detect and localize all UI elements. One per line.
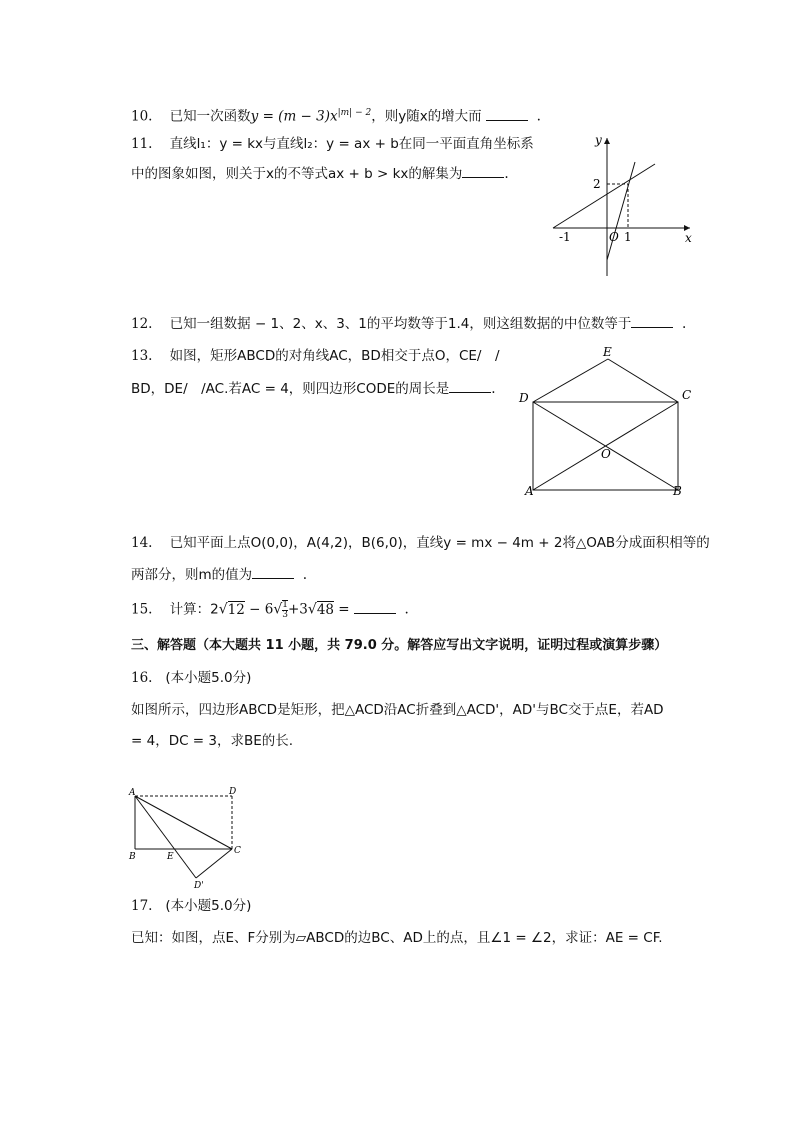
q15-radicand-1: 12 <box>227 601 245 618</box>
q13-line-1 <box>131 347 500 365</box>
q15-line: 15. 计算：2√12 − 6√ $\frac{1}{3}$ +3√48 = . <box>131 600 409 620</box>
q15-end: . <box>404 601 409 618</box>
q11-text-2: 中的图象如图，则关于x的不等式ax + b > kx的解集为 <box>131 166 463 182</box>
q16-fold-figure <box>125 783 250 891</box>
q10-expr: y = (m − 3)x <box>250 108 338 125</box>
q11-coordinate-figure <box>545 128 700 280</box>
q16-number: 16. <box>131 670 153 686</box>
q10-text-b: ，则y随x的增大而 <box>371 108 482 125</box>
q12-end: . <box>681 316 687 332</box>
q12-line <box>131 315 686 333</box>
q10-text-a: 已知一次函数 <box>169 108 251 125</box>
q13-end: . <box>491 381 496 397</box>
q15-number: 15. <box>131 601 153 618</box>
q17-header <box>131 897 251 915</box>
q13-label-E: E <box>603 345 612 359</box>
q17-score: (本小题5.0分) <box>165 898 252 914</box>
q13-label-D: D <box>519 391 529 405</box>
q15-text-a: 计算：2 <box>169 601 219 618</box>
q14-text-2: 两部分，则m的值为 <box>131 567 253 583</box>
q16-label-E: E <box>167 852 174 862</box>
q16-text-1: 如图所示，四边形ABCD是矩形，把△ACD沿AC折叠到△ACD'，AD'与BC交于点E，若AD <box>131 702 664 718</box>
q16-label-C: C <box>234 846 241 856</box>
q14-end: . <box>302 567 308 583</box>
q12-text: 已知一组数据 − 1、2、x、3、1的平均数等于1.4，则这组数据的中位数等于 <box>169 316 632 332</box>
q11-label-neg1: -1 <box>559 230 571 244</box>
section-3-heading: 三、解答题（本大题共 11 小题，共 79.0 分。解答应写出文字说明，证明过程或演算步骤） <box>131 638 668 653</box>
q14-number: 14. <box>131 535 153 551</box>
q15-text-c: +3 <box>288 601 308 618</box>
q13-answer-blank[interactable] <box>449 380 491 393</box>
q13-label-B: B <box>673 484 682 498</box>
q17-number: 17. <box>131 898 153 914</box>
q13-text-2: BD，DE/ /AC.若AC = 4，则四边形CODE的周长是 <box>131 381 450 397</box>
q10-number: 10. <box>131 108 153 125</box>
q10-exponent: |m| − 2 <box>337 108 372 118</box>
q14-line-2 <box>131 566 307 584</box>
q13-line-2 <box>131 380 496 398</box>
q16-score: (本小题5.0分) <box>165 670 252 686</box>
q11-answer-blank[interactable] <box>462 165 504 178</box>
q13-label-O: O <box>601 447 611 461</box>
q13-number: 13. <box>131 348 153 364</box>
q11-end: . <box>504 166 509 182</box>
q10-answer-blank[interactable] <box>486 108 528 121</box>
q16-label-D: D <box>229 787 237 797</box>
q10-end: . <box>536 108 541 125</box>
q16-label-A: A <box>129 788 136 798</box>
q11-label-two: 2 <box>593 177 601 191</box>
q13-text-1: 如图，矩形ABCD的对角线AC，BD相交于点O，CE/ / <box>169 348 500 364</box>
q16-label-B: B <box>129 852 136 862</box>
q14-text-1: 已知平面上点O(0,0)，A(4,2)，B(6,0)，直线y = mx − 4m + 2将△OAB分成面积相等的 <box>169 535 710 551</box>
q15-text-d: = <box>334 601 350 618</box>
q11-label-one: 1 <box>624 230 632 244</box>
q13-rectangle-figure <box>515 345 700 500</box>
q15-text-b: − 6 <box>244 601 274 618</box>
q15-answer-blank[interactable] <box>354 601 396 614</box>
q14-answer-blank[interactable] <box>252 566 294 579</box>
q11-line-1 <box>131 135 534 153</box>
q15-frac-num: 1 <box>282 600 288 610</box>
q11-number: 11. <box>131 136 153 152</box>
q13-label-A: A <box>525 484 534 498</box>
q12-number: 12. <box>131 316 153 332</box>
q16-label-Dprime: D' <box>194 881 204 891</box>
q14-line-1 <box>131 534 710 552</box>
q16-text-2: = 4，DC = 3，求BE的长. <box>131 733 294 749</box>
q11-text-1: 直线l₁：y = kx与直线l₂：y = ax + b在同一平面直角坐标系 <box>169 136 534 152</box>
q16-header <box>131 669 251 687</box>
q11-label-x: x <box>685 231 692 245</box>
q12-answer-blank[interactable] <box>631 315 673 328</box>
q15-radicand-2: 48 <box>316 601 335 618</box>
q11-label-y: y <box>595 133 602 147</box>
q10-line <box>131 104 541 126</box>
q11-label-origin: O <box>609 230 619 244</box>
q11-line-2 <box>131 165 509 183</box>
q17-text-1: 已知：如图，点E、F分别为▱ABCD的边BC、AD上的点，且∠1 = ∠2，求证：AE = CF. <box>131 930 663 946</box>
q15-frac-den: 3 <box>282 610 288 620</box>
q13-label-C: C <box>682 388 692 402</box>
